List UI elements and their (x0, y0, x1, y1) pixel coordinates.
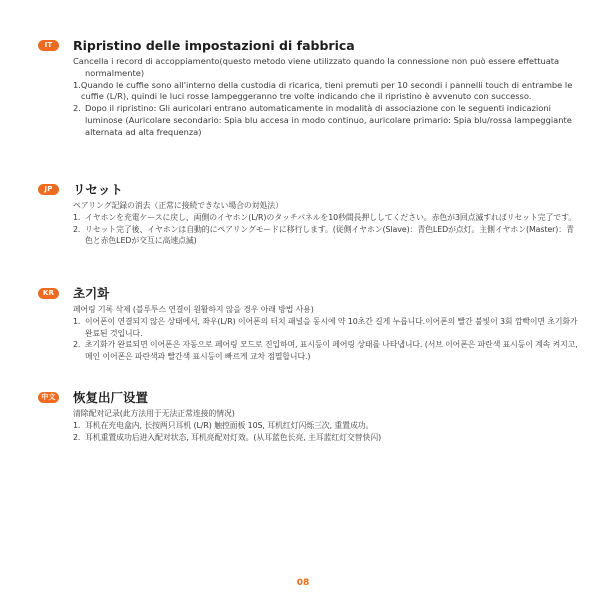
step-item (73, 212, 578, 224)
step-text: 耳机在充电盒内, 长按两只耳机 (L/R) 触控面板 10S, 耳机红灯闪烁三次, 重置成功。 (85, 420, 374, 430)
language-badge: 中文 (38, 392, 59, 403)
step-number: 2. (73, 224, 81, 234)
language-badge: JP (38, 184, 59, 195)
step-number: 1. (73, 212, 81, 222)
section-zh (38, 388, 578, 443)
step-text: イヤホンを充電ケースに戻し、両側のイヤホン(L/R)のタッチパネルを10秒間長押ししてください。赤色が3回点滅すればリセット完了です。 (85, 212, 577, 222)
section-header (38, 180, 578, 198)
step-item (73, 224, 578, 248)
step-text: 초기화가 완료되면 이어폰은 자동으로 페어링 모드로 진입하며, 표시등이 페어링 상태를 나타냅니다. (서브 이어폰은 파란색 표시등이 계속 켜지고, 메인 이어폰은 파란색과 빨간색 표시등이 빠르게 교차 점멸합니다.) (85, 340, 578, 362)
step-text: Quando le cuffie sono all'interno della custodia di ricarica, tieni premuti per 10 secondi i pannelli touch di entrambe le cuffie (L/R), quindi le luci rosse lampeggeranno tre volte indicando che il ripristino è avvenuto con successo. (80, 79, 573, 102)
section-body (73, 408, 578, 443)
step-text: 耳机重置成功后进入配对状态, 耳机亮配对灯效。(从耳蓝色长亮, 主耳蓝红灯交替快闪) (85, 432, 382, 442)
step-number: 2. (73, 340, 81, 350)
step-item (73, 80, 578, 104)
intro-text: ペアリング記録の消去（正常に接続できない場合の対処法） (73, 201, 283, 210)
step-text: 이어폰이 연결되지 않은 상태에서, 좌우(L/R) 이어폰의 터치 패널을 동시에 약 10초간 길게 누릅니다.이어폰의 빨간 불빛이 3회 깜빡이면 초기화가 완료된 것입니다. (85, 316, 578, 338)
section-jp (38, 180, 578, 247)
section-header (38, 284, 578, 302)
section-kr (38, 284, 578, 363)
section-body (73, 56, 578, 139)
step-item (73, 103, 578, 138)
step-item (73, 316, 578, 340)
step-number: 1. (73, 420, 81, 430)
section-it (38, 36, 578, 139)
step-item (73, 420, 578, 432)
intro-text: 清除配对记录(此方法用于无法正常连接的情况) (73, 409, 235, 418)
page-number: 08 (296, 578, 310, 588)
step-number: 2. (73, 432, 81, 442)
step-text: リセット完了後、イヤホンは自動的にペアリングモードに移行します。(従側イヤホン(Slave)：青色LEDが点灯。主側イヤホン(Master)：青色と赤色LEDが交互に高速点滅) (85, 224, 574, 246)
section-body (73, 304, 578, 363)
intro-text: 페어링 기록 삭제 (블루투스 연결이 원활하지 않을 경우 아래 방법 사용) (73, 305, 314, 314)
section-title: Ripristino delle impostazioni di fabbrica (73, 37, 355, 53)
section-title: 초기화 (73, 286, 110, 301)
step-number: 2. (73, 103, 81, 114)
section-title: 恢复出厂设置 (73, 390, 149, 405)
step-text: Dopo il ripristino: Gli auricolari entrano automaticamente in modalità di associazione con le seguenti indicazioni luminose (Auricolare secondario: Spia blu accesa in modo continuo, auricolare primario: Spia blu/rossa lampeggiante alternata ad alta frequenza) (85, 103, 572, 137)
section-header (38, 388, 578, 406)
section-title: リセット (73, 182, 123, 197)
language-badge: IT (38, 40, 59, 51)
section-body (73, 200, 578, 247)
step-item (73, 339, 578, 363)
step-item (73, 432, 578, 444)
section-header (38, 36, 578, 54)
step-number: 1. (73, 316, 81, 326)
step-number: 1. (73, 79, 81, 90)
intro-text: Cancella i record di accoppiamento(questo metodo viene utilizzato quando la connessione non può essere effettuata normalmente) (73, 56, 560, 78)
language-badge: KR (38, 288, 59, 299)
